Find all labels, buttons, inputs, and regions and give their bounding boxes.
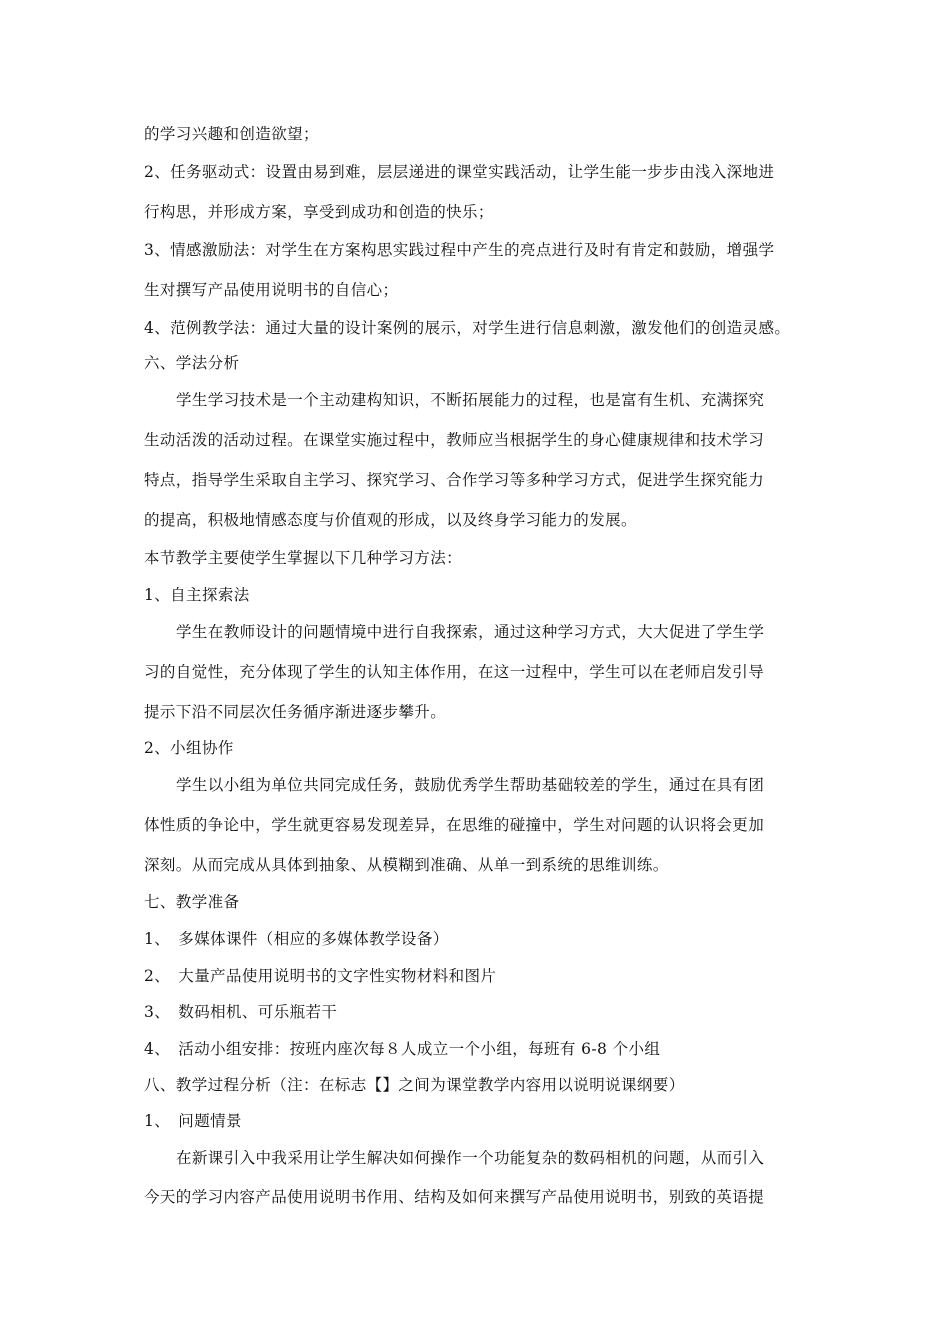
text-line: 学生在教师设计的问题情境中进行自我探索，通过这种学习方式，大大促进了学生学 xyxy=(176,623,765,641)
list-item: 2、 大量产品使用说明书的文字性实物材料和图片 xyxy=(144,967,497,985)
text-line: 2、任务驱动式：设置由易到难，层层递进的课堂实践活动，让学生能一步步由浅入深地进 xyxy=(144,163,775,181)
text-line: 3、情感激励法：对学生在方案构思实践过程中产生的亮点进行及时有肯定和鼓励，增强学 xyxy=(144,241,775,259)
text-line: 生对撰写产品使用说明书的自信心； xyxy=(144,281,399,299)
text-line: 学生以小组为单位共同完成任务，鼓励优秀学生帮助基础较差的学生，通过在具有团 xyxy=(176,776,765,794)
list-item: 1、 多媒体课件（相应的多媒体教学设备） xyxy=(144,930,449,948)
section-heading: 七、教学准备 xyxy=(144,893,240,911)
text-line: 习的自觉性，充分体现了学生的认知主体作用，在这一过程中，学生可以在老师启发引导 xyxy=(144,663,765,681)
list-item: 1、 问题情景 xyxy=(144,1112,242,1130)
list-item: 3、 数码相机、可乐瓶若干 xyxy=(144,1003,338,1021)
text-line: 行构思，并形成方案，享受到成功和创造的快乐； xyxy=(144,203,494,221)
list-item: 4、 活动小组安排：按班内座次每８人成立一个小组，每班有 6-8 个小组 xyxy=(144,1040,661,1058)
text-line: 今天的学习内容产品使用说明书作用、结构及如何来撰写产品使用说明书，别致的英语提 xyxy=(144,1188,765,1206)
text-line: 在新课引入中我采用让学生解决如何操作一个功能复杂的数码相机的问题，从而引入 xyxy=(176,1149,765,1167)
text-line: 的学习兴趣和创造欲望； xyxy=(144,125,319,143)
text-line: 特点，指导学生采取自主学习、探究学习、合作学习等多种学习方式，促进学生探究能力 xyxy=(144,471,765,489)
text-line: 提示下沿不同层次任务循序渐进逐步攀升。 xyxy=(144,703,447,721)
text-line: 学生学习技术是一个主动建构知识，不断拓展能力的过程，也是富有生机、充满探究 xyxy=(176,391,765,409)
text-line: 深刻。从而完成从具体到抽象、从模糊到准确、从单一到系统的思维训练。 xyxy=(144,856,669,874)
text-line: 体性质的争论中，学生就更容易发现差异，在思维的碰撞中，学生对问题的认识将会更加 xyxy=(144,816,765,834)
text-line: 生动活泼的活动过程。在课堂实施过程中，教师应当根据学生的身心健康规律和技术学习 xyxy=(144,431,765,449)
subsection-heading: 2、小组协作 xyxy=(144,739,234,757)
text-line: 4、范例教学法：通过大量的设计案例的展示，对学生进行信息刺激，激发他们的创造灵感。 xyxy=(144,319,791,337)
text-line: 本节教学主要使学生掌握以下几种学习方法： xyxy=(144,549,463,567)
subsection-heading: 1、自主探索法 xyxy=(144,586,250,604)
section-heading: 八、教学过程分析（注：在标志【】之间为课堂教学内容用以说明说课纲要） xyxy=(144,1076,685,1094)
text-line: 的提高，积极地情感态度与价值观的形成，以及终身学习能力的发展。 xyxy=(144,511,637,529)
section-heading: 六、学法分析 xyxy=(144,354,240,372)
